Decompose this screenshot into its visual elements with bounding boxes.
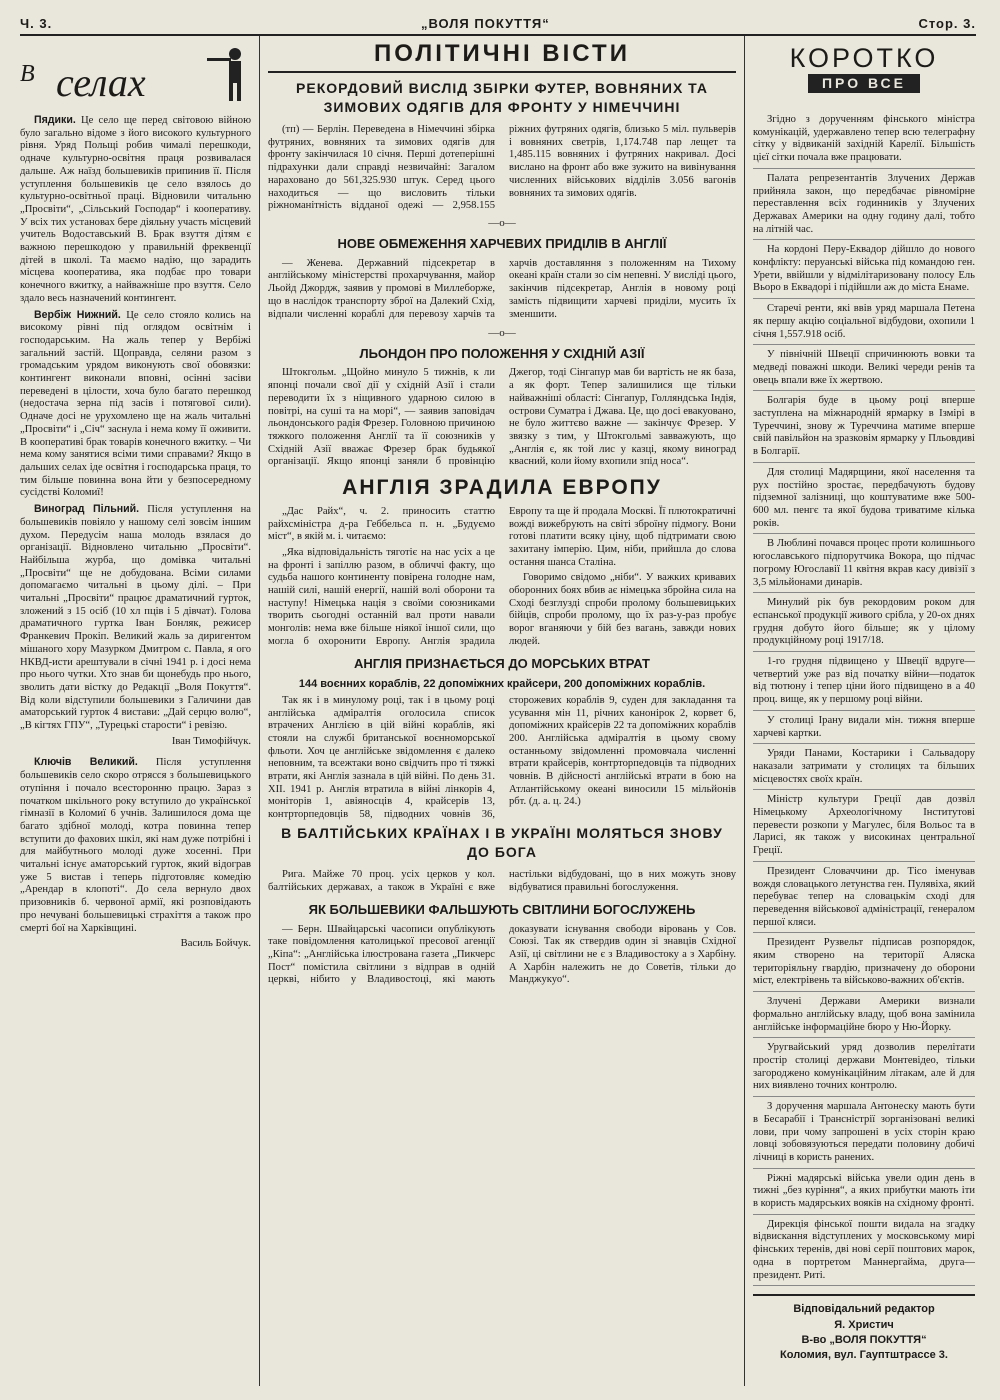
article-text: Після уступлення на большевиків повіяло у нашому селі зовсім іншим духом. Передусім наша молодь взялася до організації. Відновлено читальню „Просвіти“. Найбільша журба, що домівка читальні „Просвіти“ ще не добудована. Всіми силами допомагаємо читальні в цьому ділі. – При читальні „Просвіти“ працює драматичний гурток, зложений з 15 осіб (10 хл пців і 5 дівчат). Голова драматичного гуртка Іван Бонляк, режисер Франкевич Прокіп. Великий жаль за диригентом мішаного хору Мазурком Дмитром с. Павла, я ого НКВД-исти арештували в січні 1941 р. і досі нема про нього чутки. Хто знав би щонебудь про нього, зволить дати вістку до Редакції „Воля Покуття“. Від коли відступили большевики з Галичини дав аматорський гурток 4 вистави: „Дай серцю волю“, „В кігтях ГПУ“, „Турецькі старости“ і ревізю. xyxy=(20,504,251,732)
news-item: Згідно з дорученням фінського міністра комунікацій, удержавлено тепер всю телеграфну сітку у відвиканій західній Карелії. Більшість цієї сітки почала вже працювати. xyxy=(753,114,975,169)
subheadline: 144 воєнних кораблів, 22 допоміжних крайсери, 200 допоміжних кораблів. xyxy=(298,677,706,690)
imprint-line: Відповідальний редактор xyxy=(793,1303,935,1316)
article-signature: Іван Тимофійчук. xyxy=(171,735,251,747)
newspaper-title: „ВОЛЯ ПОКУТТЯ“ xyxy=(420,15,550,31)
section-banner-v-selakh xyxy=(20,42,251,106)
separator: —о— xyxy=(488,216,516,229)
imprint xyxy=(753,1294,975,1364)
column-korotko-pro-vse xyxy=(745,36,975,1386)
village-article-0 xyxy=(20,114,251,306)
column-v-selakh xyxy=(20,36,260,1386)
column-politychni-visty xyxy=(260,36,745,1386)
headline-naval-losses: АНГЛІЯ ПРИЗНАЄТЬСЯ ДО МОРСЬКИХ ВТРАТ xyxy=(354,656,650,672)
news-item: В Люблині почався процес проти колишнього югославського підпорутчика Вокора, що підчас погрому Югославії 11 квітня вкрав касу дивізії з 3,5 мільйонами динарів. xyxy=(753,538,975,593)
headline-east-asia: ЛЬОНДОН ПРО ПОЛОЖЕННЯ У СХІДНІЙ АЗІЇ xyxy=(359,345,645,361)
imprint-address: Коломия, вул. Гауптштрассе 3. xyxy=(780,1349,948,1362)
village-article-3 xyxy=(20,756,251,951)
news-item: Уругвайський уряд дозволив перелітати простір столиці держави Монтевідео, тільки загороджено комунікаційним літакам, але й для них виявлено точних контролю. xyxy=(753,1042,975,1097)
headline-fake-photos: ЯК БОЛЬШЕВИКИ ФАЛЬШУЮТЬ СВІТЛИНИ БОГОСЛУЖЕНЬ xyxy=(308,901,696,917)
news-items xyxy=(753,114,975,1286)
village-article-1 xyxy=(20,309,251,501)
separator: —о— xyxy=(488,326,516,339)
article-text: Штокгольм. „Щойно минуло 5 тижнів, к ли японці почали свої дії у східній Азії і стали переводити їх з ніщивного ударною силою в повітрі, на суші та на морі“, — заявив заповідач льондонського радія Фрезер. Головною причиною тяжкого положення Англії та її союзників у Східній Азії вважає Фрезер брак будьякої організації. Якщо японці заняли б провінцію Джегор, тоді Сінгапур мав би вартість не як база, а як форт. Тепер залишилися ще тільки найважніші області: Сінгапур, Голляндська Індія, острови Суматра і Джава. Це, що досі евакуовано, не було життєво важне — закінчує Фрезер. У звязку з тим, у Штокгольмі завважують, що „Англія є, як той лис у казці, якому виноград квасний, коли йому вхопили зпід носа“. xyxy=(268,367,736,468)
article-text: Говоримо свідомо „ніби“. У важких кривавих оборонних боях вбив ає німецька збройна сила на Сході безглузді спроби пролому большевицьких бійців, спроби пролому, що їх раз-у-раз пробує ворог вганяючи у бій без вагань, завжди нових людей. xyxy=(509,572,736,647)
news-item: Міністр культури Греції дав дозвіл Німецькому Археологічному Інститутові перевести розкопи у Магулес, біля Вольос та в Ларисі, як також у високинах центральної Греції. xyxy=(753,794,975,862)
article-text: (тп) — Берлін. Переведена в Німеччині збірка футряних, вовняних та зимових одягів для фронту закінчилася 10 січня. Перші дотеперішні підрахунки дали справді незвичайні: Загалом нараховано до 561,325.930 штук. Серед цього находиться — що висловить тільки ріжноманітність відданої одежі — 2,958.155 ріжних футряних одягів, близько 5 міл. пульверів і вовняних светрів, 1,174.748 пар лещет та 1,485.115 вовняних і футряних накривал. Досі вислано на фронт або вже зужито на вивінування численних військових відділів 3.056 вагонів вовняних та зимових одягів. xyxy=(268,123,736,212)
news-item: 1-го грудня підвищено у Швеції вдруге—четвертий уже раз від початку війни—податок від тютюну і тепер ціни його підвищено в а 40 проц. вище, як у першому році війни. xyxy=(753,656,975,711)
article-text: Це село ще перед світовою війною було загально відоме з його високого культурного рівня. Уряд Польщі робив чималі перешкоди, одначе культурно-освітня праця розвивалася дальше. Аж наїзд большевиків припинив її. Після уступлення большевиків це село взялось до культурно-освітньої праці. Відновили читальню „Просвіти“, „Сільський Господар“ і кооперативу. У всіх тих установах бере діяльну участь місцевий учитель Водоставський В. Брак взуття дітям є важною перешкодою у правильній фреквенції дітей в школі. Та маємо надію, що зарадить місцева кооператива, яка подбає про товари конечного вжитку, а найважніше про взуття. Село здало весь назначений контингент. xyxy=(20,115,251,304)
news-item: На кордоні Перу-Еквадор дійшло до нового конфлікту: перуанські війська під командою ген. Урети, ввійшли у відмілітаризовану полосу Ель Вьоро в Еквадорі і підійшли аж до міста Енаме. xyxy=(753,244,975,299)
banner-korotko: КОРОТКО xyxy=(789,43,939,73)
news-item: Ріжні мадярські війська увели один день в тижні „без куріння“, а яких прибутки мають іти в користь мадярських вояків на східному фронті. xyxy=(753,1173,975,1215)
section-banner-korotko xyxy=(753,42,975,106)
article-body xyxy=(268,367,736,470)
banner-pro-vse: ПРО ВСЕ xyxy=(808,74,920,93)
news-item: Дирекція фінської пошти видала на згадку відвискання відступлених у московському мирі фінських теренів, дві нові серії поштових марок, одна в портретом Маннергайма, друга—президент. Риті. xyxy=(753,1219,975,1287)
news-item: Для столиці Мадярщини, якої населення та рух постійно зростає, передбачують будову підземної залізниці, що коштуватиме вже 500-600 мл. пенгє та якої будова триватиме кілька років. xyxy=(753,467,975,535)
article-lead: Вербіж Нижний. xyxy=(34,308,121,321)
article-body xyxy=(268,695,736,822)
news-item: У столиці Ірану видали мін. тижня вперше харчеві картки. xyxy=(753,715,975,744)
article-lead: Виноград Пільний. xyxy=(34,503,140,516)
article-signature: Василь Бойчук. xyxy=(180,938,251,950)
page-number: Стор. 3. xyxy=(918,15,976,31)
article-text: — Женева. Державний підсекретар в англійському міністерстві прохарчування, майор Льойд Джордж, заявив у промові в Миллеборже, що в наслідок транспорту зброї на Далекий Схід, відпали численні кораблі для перевозу харчів та харчів доставляння з положенням на Тихому океані країн стали зо сім непевні. У висліді цього, закінчив підсекретар, Англія в новому році замість підвищити харчеві приділи, мусить їх зменшити. xyxy=(268,257,736,320)
article-text: Рига. Майже 70 проц. усіх церков у кол. балтійських державах, а також в Україні є вже настільки відбудовані, що в них можуть знову відбуватися правильні богослуження. xyxy=(268,869,736,893)
issue-number: Ч. 3. xyxy=(20,15,53,31)
page-header xyxy=(20,12,976,36)
article-lead: Пядики. xyxy=(34,114,76,126)
news-item: Уряди Панами, Костарики і Сальвадору наказали затримати у столицях та більших місцевостях своїх країн. xyxy=(753,748,975,790)
article-text: Після уступлення большевиків село скоро отрясся з большевицького отупіння і почало всесторонню працю. Зараз з початком шкільного року вступило до української гімназії в Коломиї 6 учнів. Залишилося дома ще багато здібної молоді, котра повинна тепер вступити до фахових шкіл, які нам дуже потрібні і для майбутнього молоді дуже хосенні. При читальні існує аматорський гурток, який відограв уже 5 вистав і теперь підготовляє комедію „Арендар в клопоті“. До села вернуло двох призовників б. червоної армії, які розповідають про нечувані большевицькі страхіття а також про смерті бої на Харківщині. xyxy=(20,757,251,934)
article-body xyxy=(268,924,736,989)
news-item: Минулий рік був рекордовим роком для еспанської продукції живого срібла, у 20-ох днях грудня добуто його більше; як у цілому продукційному році 1917/18. xyxy=(753,597,975,652)
news-item: З доручення маршала Антонеску мають бути в Бесарабії і Трансністрії зорганізовані великі лови, при чому запрошені в усіх сторін краю ловці зобовязуються передати половину добичі лічниці в користь ранених. xyxy=(753,1101,975,1169)
article-text: „Яка відповідальність тяготіє на нас усіх а це на фронті і запіллю разом, в обличчі факту, що судьба нашого континенту повірена голодне нам, нашій силі, нашій енергії, нашій волі оборони та наступу! Німецька нація з своїми союзниками творить сьогодні останній вал проти навали монголів: нема вже більше ніякої іншої сили, що могла б охоронити Европу. Англія зрадила Европу та ще й продала Москві. Її плютократичні вожді вижебрують на світі зброїну підмогу. Вони готові платити всяку ціну, щоб підтримати свою захитану імперію. Цим, ніби, прийшла до слова остання шанса Сталіна. xyxy=(268,505,736,647)
headline-england-betrayed: АНГЛІЯ ЗРАДИЛА ЕВРОПУ xyxy=(342,475,662,499)
article-text: — Берн. Швайцарські часописи опублікують таке повідомлення католицької пресової агенції „Кіпа“: „Англійська ілюстрована газета „Пикчерс Пост“ помістила світлини з відправ в одній церкві, нібито у Владивостоці, які мають доказувати існування свободи віровань у Сов. Союзі. Так як ствердив один зі знавців Східної Азії, ці світлини не є з Владивостоку а з Харбіну. А Харбін належить не до Советів, тільки до Манджукуо“. xyxy=(268,923,736,986)
article-text: Це село стояло колись на високому рівні під оглядом освітнім і господарським. На жаль тепер у Вербіжі загальний застій. Щоправда, селяни разом з громадським урядом виконують свої обовязки: контингент виконали вповні, осінні засіви переведені в цілости, хоча було багато перешкод (недостача зерна під засів і потягової сили). Одначе досі не урухомлено ще на жаль читальні „Просвіти“ і „Січ“ заснула і нема кому її оживити. В кооперативі брак товарів конечного вжитку. – Чи нема кому занятися всіми тими справами? Якщо в дальших селах іде освітня і господарська праця, то тим більше повинна вона йти у безпосередному сусідстві Коломиї! xyxy=(20,309,251,499)
news-item: Президент Рузвельт підписав розпорядок, яким створено на території Аляска територіяльну гвардію, призначену до оборони міст, електрівень та військово-важних об'єктів. xyxy=(753,937,975,992)
article-text: „Дас Райх“, ч. 2. приносить статтю райхсміністра д-ра Геббельса п. н. „Будуємо міст“, в якій м. і. читаємо: xyxy=(268,505,495,543)
article-body xyxy=(268,124,736,213)
article-body xyxy=(268,869,736,896)
headline-food-rations: НОВЕ ОБМЕЖЕННЯ ХАРЧЕВИХ ПРИДІЛІВ В АНГЛІЇ xyxy=(337,236,667,252)
banner-selakh: селах xyxy=(56,60,146,105)
news-item: У північній Швеції спричинюють вовки та медведі поважні шкоди. Великі череди ренів та овець впали вже їх жертвою. xyxy=(753,349,975,391)
headline-fur-collection: РЕКОРДОВИЙ ВИСЛІД ЗБІРКИ ФУТЕР, ВОВНЯНИХ ТА ЗИМОВИХ ОДЯГІВ ДЛЯ ФРОНТУ У НІМЕЧЧИНІ xyxy=(296,79,708,116)
banner-v: В xyxy=(20,60,35,87)
headline-baltic-prayer: В БАЛТІЙСЬКИХ КРАЇНАХ І В УКРАЇНІ МОЛЯТЬСЯ ЗНОВУ ДО БОГА xyxy=(281,824,723,861)
article-body xyxy=(268,506,736,650)
section-title: ПОЛІТИЧНІ ВІСТИ xyxy=(268,40,736,73)
news-item: Злучені Держави Америки визнали формально англійську владу, щоб вона замінила англійське інформаційне бюро у Ню-Йорку. xyxy=(753,996,975,1038)
news-item: Старечі ренти, які ввів уряд маршала Петена як першу акцію соціальної відбудови, охопили 1 січня 1,557.918 осіб. xyxy=(753,303,975,345)
village-article-2 xyxy=(20,503,251,748)
news-item: Болгарія буде в цьому році вперше заступлена на міжнародній ярмарку в Ізмірі в Туреччині, знову ж Туреччина матиме вперше свій павільйон на зразковім ярмарку у Пльовдиві в Болгарії. xyxy=(753,395,975,463)
imprint-publisher: В-во „ВОЛЯ ПОКУТТЯ“ xyxy=(801,1334,927,1347)
news-item: Палата репрезентантів Злучених Держав прийняла закон, що передбачає рівномірне переставлення всіх годинників у Злучених Державах Америки на одну годину далі, тобто на літній час. xyxy=(753,173,975,241)
imprint-editor: Я. Христич xyxy=(834,1318,894,1331)
article-lead: Ключів Великий. xyxy=(34,756,138,769)
article-text: Так як і в минулому році, так і в цьому році англійська адміралтія оголосила список втрачених Англією в цій війні кораблів, які стояли на службі британської воєнноморської фльоти. Хоч це англійське звідомлення є далеко неповним, та всежтаки воно свідчить про ті тяжкі втрати, які Англія зазнала в цій війні. По день 31. XII. 1941 р. Англія втратила в війні лінкорів 4, моніторів 1, авіяносців 4, крайсерів 13, контрторпедовців 58, підводних човнів 36, сторожевих кораблів 9, суден для закладання та усування мін 11, річних канонірок 2, корвет 6, допоміжних крайсерів 22 та допоміжних кораблів 200. Англійська адміралтія в цьому свому останньому звідомленні промовчала численні втрати крайсерів, контрторпедовців та підводних човнів. В дійсності англійські втрати в бою на Атлантійському океані виносили 15 мільйонів рбт. (д. а. ц. 24.) xyxy=(268,694,736,821)
article-body xyxy=(268,258,736,323)
trumpeter-icon xyxy=(207,44,251,104)
news-item: Президент Словаччини др. Тісо іменував вождя словацького летунства ген. Пулявіха, який перебуває тепер на словацькім сході для переведення військової адміністрації, генералом першої кляси. xyxy=(753,866,975,934)
